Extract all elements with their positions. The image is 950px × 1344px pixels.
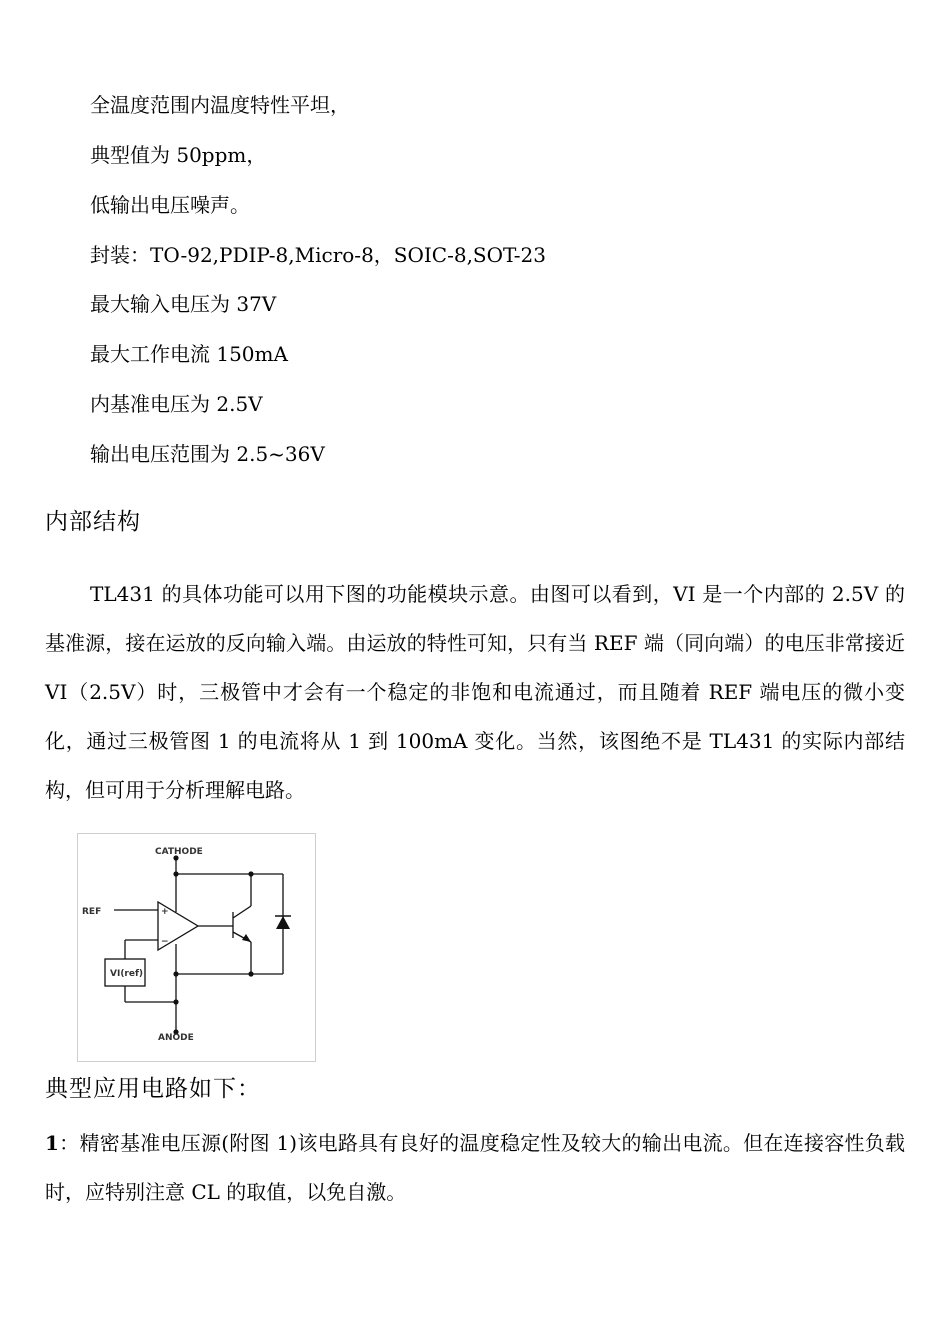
feature-item: 内基准电压为 2.5V: [90, 392, 263, 416]
junction-dots: [173, 855, 253, 1034]
paragraph-text: TL431 的具体功能可以用下图的功能模块示意。由图可以看到，VI 是一个内部的 2.5V 的基准源，接在运放的反向输入端。由运放的特性可知，只有当 REF 端（同向端）的电压非常接近 VI（2.5V）时，三极管中才会有一个稳定的非饱和电流通过，而且随着 REF 端电压的微小变化，通过三极管图 1 的电流将从 1 到 100mA 变化。当然，该图绝不是 TL431 的实际内部结构，但可用于分析理解电路。: [45, 582, 905, 802]
feature-item: 典型值为 50ppm，: [90, 143, 267, 167]
feature-item: 全温度范围内温度特性平坦，: [90, 93, 350, 117]
plus-sign: +: [161, 907, 169, 917]
anode-label: ANODE: [158, 1033, 194, 1043]
section-heading-internal-structure: 内部结构: [45, 509, 141, 535]
tl431-block-diagram: [77, 833, 316, 1062]
item-text: ：精密基准电压源(附图 1)该电路具有良好的温度稳定性及较大的输出电流。但在连接容性负载时，应特别注意 CL 的取值，以免自激。: [45, 1131, 905, 1204]
vref-label: VI(ref): [110, 969, 143, 979]
minus-sign: −: [161, 937, 169, 947]
feature-item: 最大输入电压为 37V: [90, 292, 277, 316]
internal-structure-paragraph: [45, 570, 905, 815]
feature-item: 输出电压范围为 2.5~36V: [90, 442, 325, 466]
circuit-diagram: [78, 834, 315, 1061]
feature-item: 低输出电压噪声。: [90, 193, 250, 217]
item-number: 1: [45, 1131, 59, 1155]
application-item: [45, 1119, 905, 1217]
diode-symbol: [276, 916, 290, 929]
feature-item: 最大工作电流 150mA: [90, 342, 288, 366]
cathode-label: CATHODE: [155, 847, 203, 857]
emitter-arrow-icon: [242, 934, 251, 942]
section-heading-applications: 典型应用电路如下：: [45, 1076, 261, 1102]
feature-item: 封装：TO-92,PDIP-8,Micro-8，SOIC-8,SOT-23: [90, 243, 546, 267]
ref-label: REF: [82, 907, 102, 917]
